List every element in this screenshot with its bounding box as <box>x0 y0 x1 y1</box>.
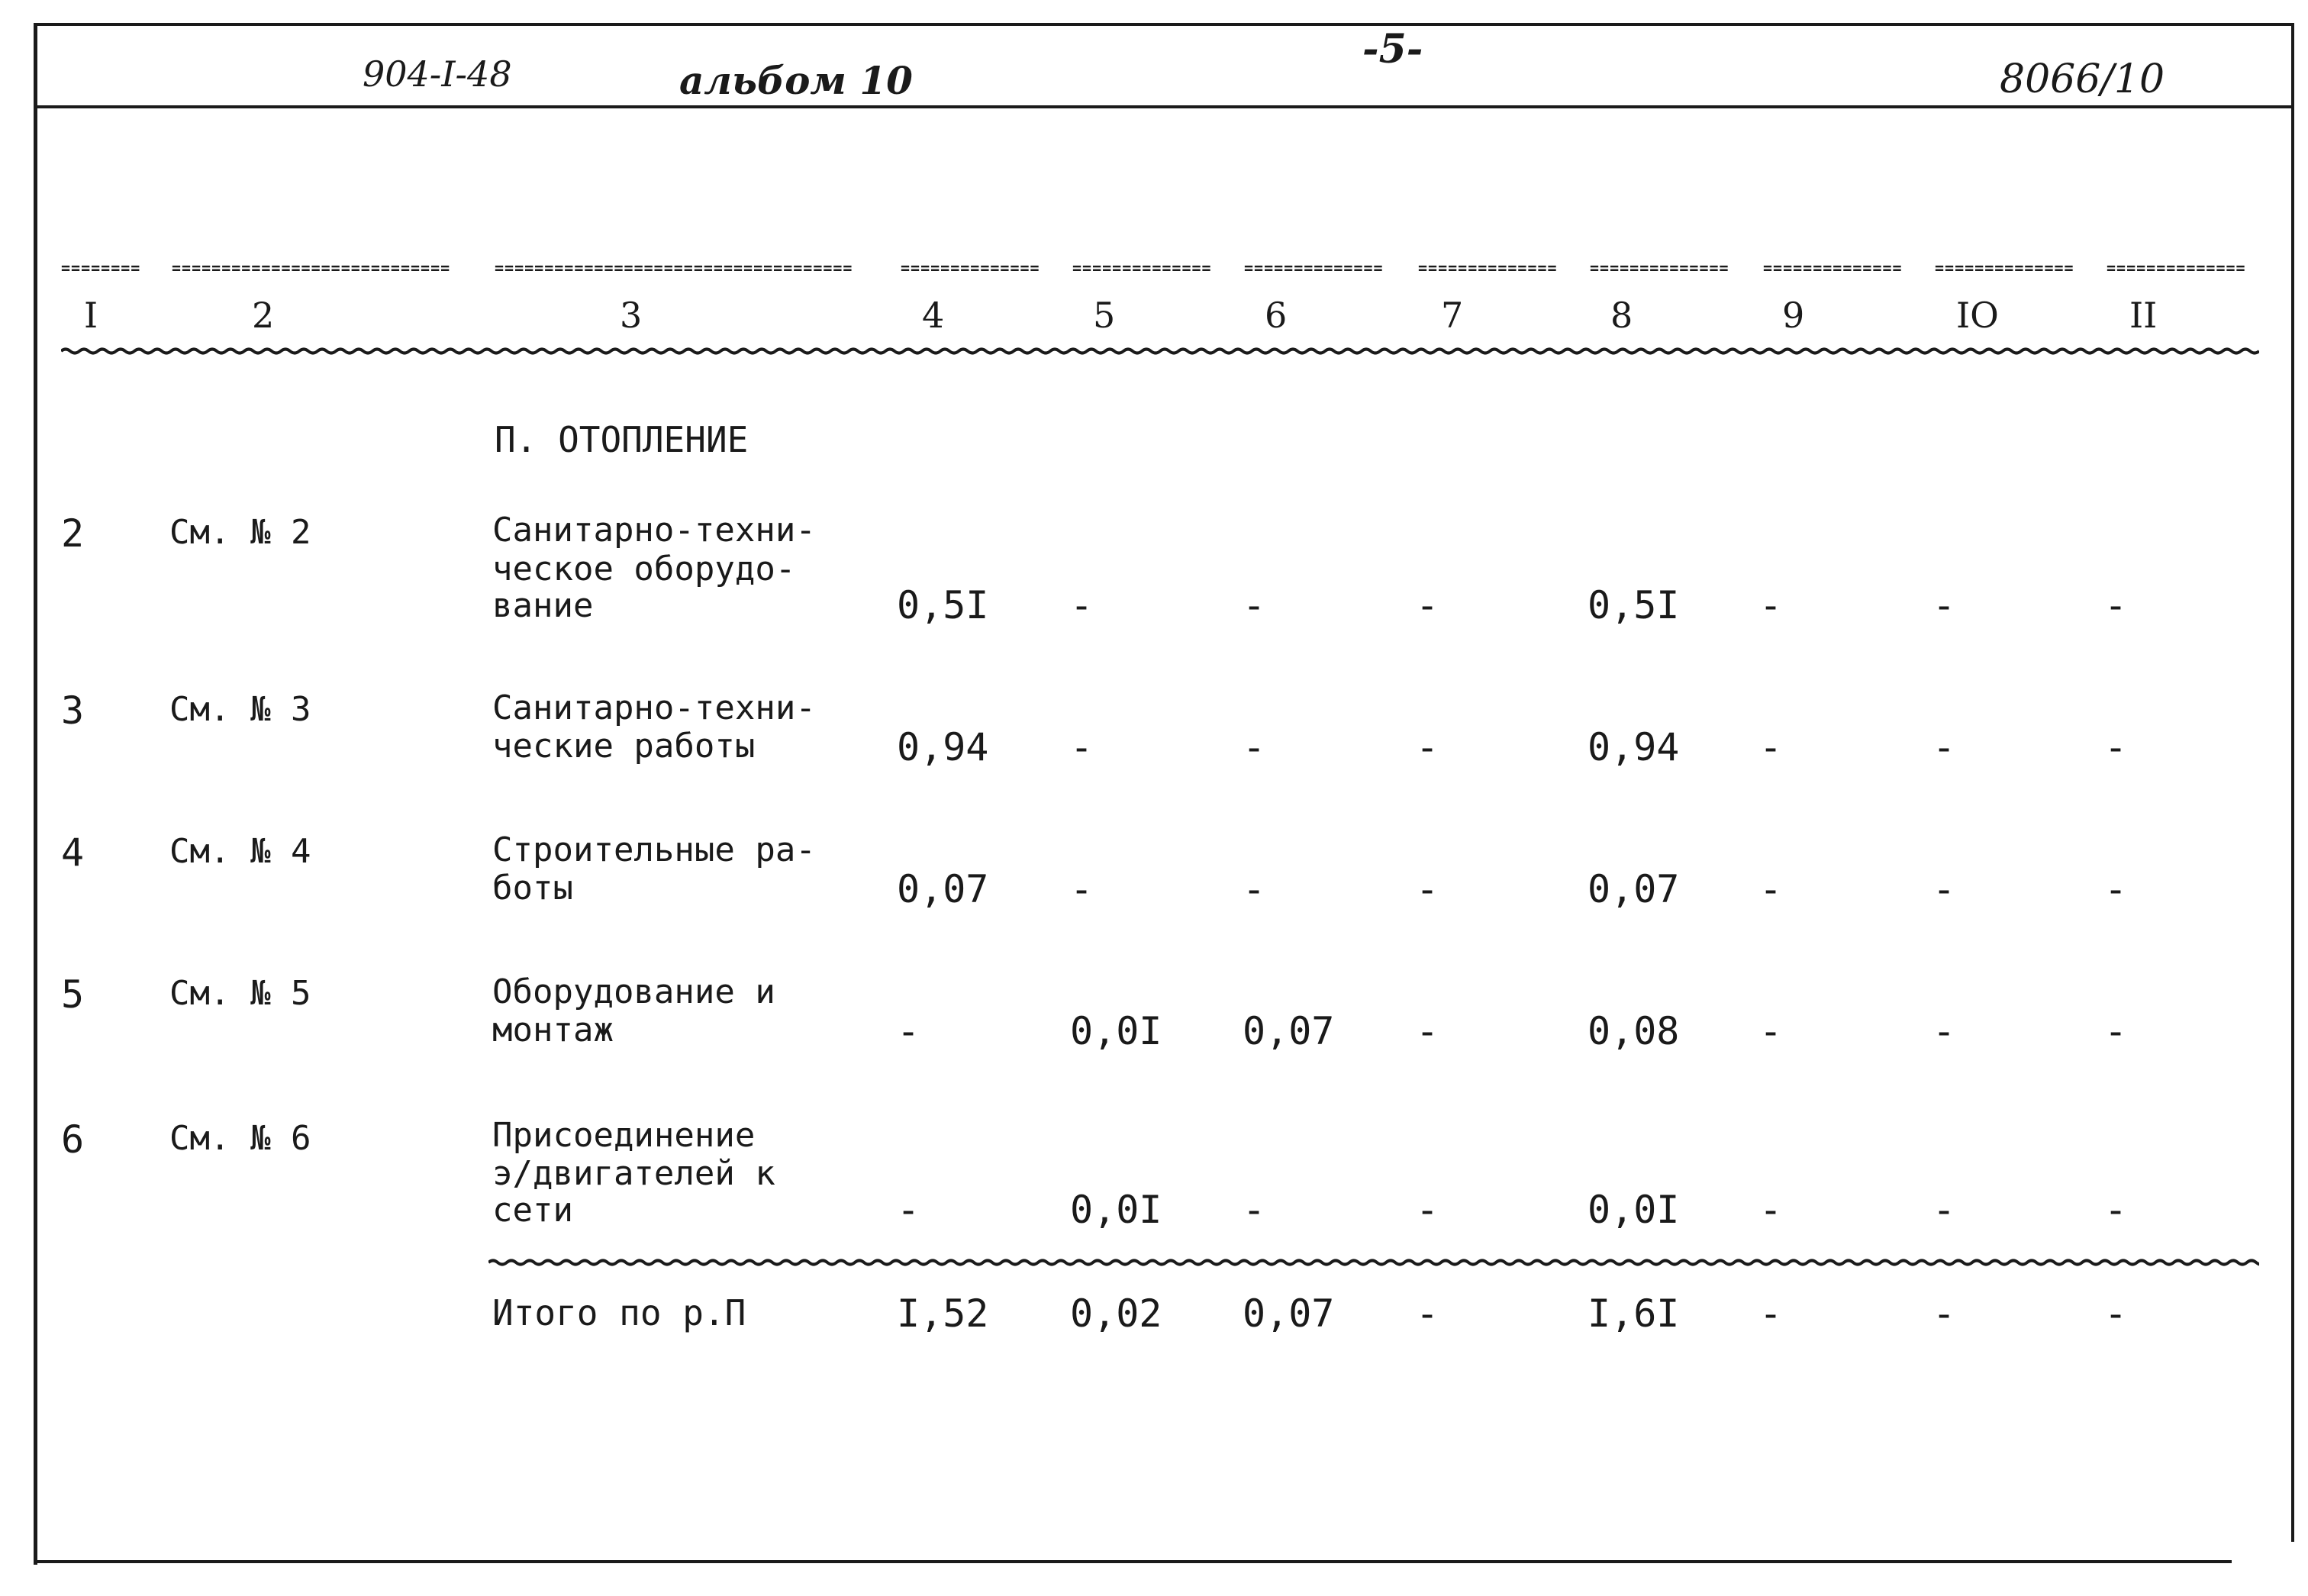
cell-col8: 0,94 <box>1588 725 1680 769</box>
cell-col8: 0,07 <box>1588 867 1680 911</box>
cell-col8: 0,0I <box>1588 1188 1680 1232</box>
column-number-6: 6 <box>1265 295 1288 336</box>
cell-col5: 0,0I <box>1070 1188 1162 1232</box>
column-separator-6: ============== <box>1244 260 1384 276</box>
row-number: 6 <box>61 1117 85 1162</box>
cell-col10: - <box>1932 867 1956 911</box>
column-number-8: 8 <box>1610 295 1633 336</box>
row-number: 3 <box>61 688 85 733</box>
row-description-line: монтаж <box>492 1011 614 1049</box>
total-col11: - <box>2104 1291 2128 1336</box>
cell-col4: 0,94 <box>897 725 989 769</box>
cell-col10: - <box>1932 1188 1956 1232</box>
header-rule <box>34 105 2293 108</box>
cell-col11: - <box>2104 1188 2128 1232</box>
frame-right-border <box>2291 23 2294 1542</box>
row-number: 2 <box>61 511 85 556</box>
row-description-line: вание <box>492 586 594 625</box>
column-separator-1: ======== <box>61 260 141 276</box>
cell-col4: - <box>897 1009 920 1053</box>
cell-col11: - <box>2104 1009 2128 1053</box>
cell-col9: - <box>1759 583 1783 627</box>
cell-col11: - <box>2104 725 2128 769</box>
cell-col11: - <box>2104 867 2128 911</box>
column-separator-2: ============================ <box>172 260 451 276</box>
album-label: альбом 10 <box>679 58 913 103</box>
cell-col5: - <box>1070 583 1094 627</box>
cell-col7: - <box>1416 583 1439 627</box>
cell-col7: - <box>1416 725 1439 769</box>
row-number: 4 <box>61 830 85 875</box>
cell-col6: - <box>1243 1188 1266 1232</box>
total-col5: 0,02 <box>1070 1291 1162 1336</box>
column-separator-10: ============== <box>1935 260 2074 276</box>
row-description-line: э/двигателей к <box>492 1154 775 1193</box>
frame-bottom-border <box>34 1560 2232 1563</box>
section-title: П. ОТОПЛЕНИЕ <box>495 419 749 460</box>
cell-col4: - <box>897 1188 920 1232</box>
column-separator-9: ============== <box>1763 260 1903 276</box>
row-description-line: Присоединение <box>492 1116 756 1155</box>
column-number-3: 3 <box>620 295 643 336</box>
row-description-line: боты <box>492 869 573 908</box>
row-reference: См. № 5 <box>169 974 311 1013</box>
cell-col6: 0,07 <box>1243 1009 1335 1053</box>
row-description-line: ческие работы <box>492 727 756 766</box>
column-separator-7: ============== <box>1418 260 1558 276</box>
cell-col9: - <box>1759 1009 1783 1053</box>
total-col4: I,52 <box>897 1291 989 1336</box>
total-col9: - <box>1759 1291 1783 1336</box>
column-number-1: I <box>84 295 98 336</box>
column-number-11: II <box>2129 295 2158 336</box>
total-wavy-rule <box>488 1256 2259 1269</box>
cell-col8: 0,08 <box>1588 1009 1680 1053</box>
row-description-line: Строительные ра- <box>492 830 816 869</box>
column-separator-3: ==================================== <box>495 260 853 276</box>
cell-col11: - <box>2104 583 2128 627</box>
cell-col10: - <box>1932 1009 1956 1053</box>
cell-col10: - <box>1932 725 1956 769</box>
cell-col9: - <box>1759 725 1783 769</box>
column-separator-11: ============== <box>2107 260 2246 276</box>
cell-col6: - <box>1243 583 1266 627</box>
cell-col8: 0,5I <box>1588 583 1680 627</box>
cell-col5: 0,0I <box>1070 1009 1162 1053</box>
column-number-9: 9 <box>1782 295 1805 336</box>
header-wavy-rule <box>61 345 2259 357</box>
row-description-line: Санитарно-техни- <box>492 688 816 727</box>
total-col10: - <box>1932 1291 1956 1336</box>
column-number-10: IO <box>1956 295 1999 336</box>
row-number: 5 <box>61 972 85 1017</box>
cell-col4: 0,07 <box>897 867 989 911</box>
column-separator-8: ============== <box>1590 260 1729 276</box>
column-number-2: 2 <box>252 295 275 336</box>
cell-col6: - <box>1243 725 1266 769</box>
row-reference: См. № 4 <box>169 832 311 871</box>
cell-col7: - <box>1416 867 1439 911</box>
document-code: 904-I-48 <box>363 53 512 95</box>
frame-top-border <box>34 23 2293 26</box>
row-reference: См. № 3 <box>169 690 311 729</box>
row-reference: См. № 6 <box>169 1119 311 1158</box>
cell-col10: - <box>1932 583 1956 627</box>
cell-col6: - <box>1243 867 1266 911</box>
row-description-line: Санитарно-техни- <box>492 511 816 550</box>
page-number: -5- <box>1362 26 1423 73</box>
row-description-line: Оборудование и <box>492 972 775 1011</box>
cell-col9: - <box>1759 867 1783 911</box>
column-number-4: 4 <box>922 295 945 336</box>
column-separator-5: ============== <box>1072 260 1212 276</box>
total-col8: I,6I <box>1588 1291 1680 1336</box>
column-number-5: 5 <box>1093 295 1116 336</box>
column-separator-4: ============== <box>901 260 1040 276</box>
total-label: Итого по р.П <box>492 1292 746 1333</box>
cell-col5: - <box>1070 867 1094 911</box>
row-reference: См. № 2 <box>169 513 311 552</box>
cell-col7: - <box>1416 1009 1439 1053</box>
total-col7: - <box>1416 1291 1439 1336</box>
column-number-7: 7 <box>1441 295 1464 336</box>
sheet-number: 8066/10 <box>2000 56 2165 102</box>
total-col6: 0,07 <box>1243 1291 1335 1336</box>
cell-col5: - <box>1070 725 1094 769</box>
cell-col4: 0,5I <box>897 583 989 627</box>
cell-col9: - <box>1759 1188 1783 1232</box>
row-description-line: ческое оборудо- <box>492 550 796 588</box>
row-description-line: сети <box>492 1191 573 1230</box>
cell-col7: - <box>1416 1188 1439 1232</box>
frame-left-border <box>34 23 37 1565</box>
